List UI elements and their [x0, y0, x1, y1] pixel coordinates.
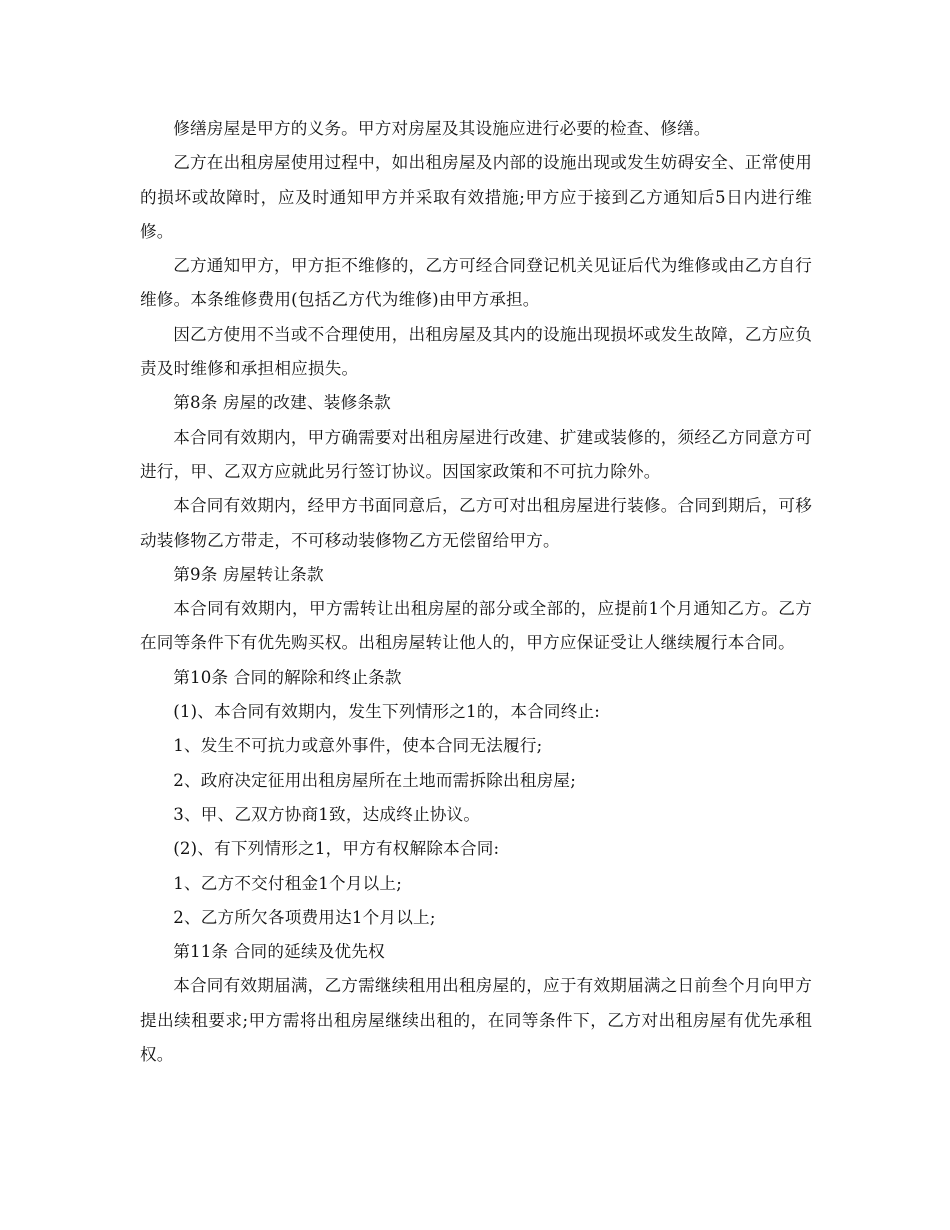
list-item-termination-1: 1、发生不可抗力或意外事件，使本合同无法履行;	[173, 736, 543, 756]
paragraph-improper-use: 因乙方使用不当或不合理使用，出租房屋及其内的设施出现损坏或发生故障，乙方应负责及时维修和承担相应损失。	[140, 324, 812, 379]
list-item-rescission-1: 1、乙方不交付租金1个月以上;	[173, 873, 403, 893]
paragraph-renewal-priority: 本合同有效期届满，乙方需继续租用出租房屋的，应于有效期届满之日前叁个月向甲方提出续租要求;甲方需将出租房屋继续出租的，在同等条件下，乙方对出租房屋有优先承租权。	[140, 976, 812, 1065]
document-page	[140, 112, 812, 1072]
list-item-termination-3: 3、甲、乙双方协商1致，达成终止协议。	[173, 804, 481, 824]
paragraph-renovation-consent: 本合同有效期内，甲方确需要对出租房屋进行改建、扩建或装修的，须经乙方同意方可进行，甲、乙双方应就此另行签订协议。因国家政策和不可抗力除外。	[140, 427, 812, 481]
paragraph-decoration: 本合同有效期内，经甲方书面同意后，乙方可对出租房屋进行装修。合同到期后，可移动装修物乙方带走，不可移动装修物乙方无偿留给甲方。	[140, 496, 812, 550]
list-heading-rescission: (2)、有下列情形之1，甲方有权解除本合同:	[173, 839, 500, 859]
list-heading-termination: (1)、本合同有效期内，发生下列情形之1的，本合同终止:	[173, 702, 601, 722]
section-heading-article-10: 第10条 合同的解除和终止条款	[173, 667, 402, 687]
section-heading-article-8: 第8条 房屋的改建、装修条款	[173, 393, 391, 413]
section-heading-article-9: 第9条 房屋转让条款	[173, 564, 324, 584]
list-item-rescission-2: 2、乙方所欠各项费用达1个月以上;	[173, 907, 436, 927]
paragraph-transfer: 本合同有效期内，甲方需转让出租房屋的部分或全部的，应提前1个月通知乙方。乙方在同等条件下有优先购买权。出租房屋转让他人的，甲方应保证受让人继续履行本合同。	[140, 599, 812, 653]
paragraph-fault-notice: 乙方在出租房屋使用过程中，如出租房屋及内部的设施出现或发生妨碍安全、正常使用的损坏或故障时，应及时通知甲方并采取有效措施;甲方应于接到乙方通知后5日内进行维修。	[140, 153, 812, 241]
list-item-termination-2: 2、政府决定征用出租房屋所在土地而需拆除出租房屋;	[173, 770, 576, 790]
paragraph-refusal-repair: 乙方通知甲方，甲方拒不维修的，乙方可经合同登记机关见证后代为维修或由乙方自行维修。本条维修费用(包括乙方代为维修)由甲方承担。	[140, 256, 812, 310]
section-heading-article-11: 第11条 合同的延续及优先权	[173, 942, 385, 962]
paragraph-repair-duty: 修缮房屋是甲方的义务。甲方对房屋及其设施应进行必要的检查、修缮。	[173, 119, 711, 138]
